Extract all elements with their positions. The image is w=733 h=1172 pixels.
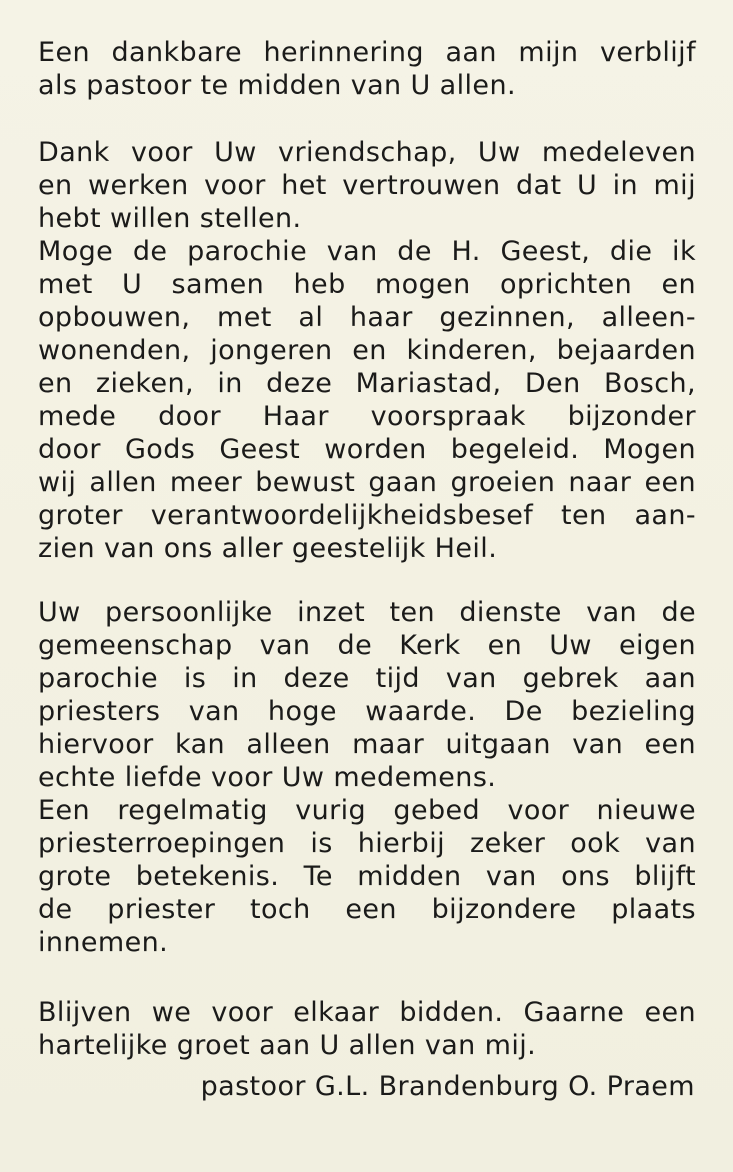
signature: pastoor G.L. Brandenburg O. Praem [200,1071,695,1102]
text-line: hebt willen stellen. [38,203,302,234]
text-line: zien van ons aller geestelijk Heil. [38,533,498,564]
text-line: hiervoor kan alleen maar uitgaan van een [38,729,696,760]
text-line: Dank voor Uw vriendschap, Uw medeleven [38,137,696,168]
text-line: grote betekenis. Te midden van ons blijft [38,861,696,892]
paragraph-2 [38,136,696,565]
text-line: wonenden, jongeren en kinderen, bejaarden [38,335,696,366]
text-line: door Gods Geest worden begeleid. Mogen [38,434,696,465]
text-line: Een regelmatig vurig gebed voor nieuwe [38,795,696,826]
text-line: wij allen meer bewust gaan groeien naar een [38,467,696,498]
text-line: groter verantwoordelijkheidsbesef ten aan- [38,500,696,531]
text-line: en zieken, in deze Mariastad, Den Bosch, [38,368,696,399]
paragraph-3 [38,596,696,959]
text-line: Uw persoonlijke inzet ten dienste van de [38,597,696,628]
text-line: Moge de parochie van de H. Geest, die ik [38,236,696,267]
text-line: de priester toch een bijzondere plaats [38,894,696,925]
text-line: Een dankbare herinnering aan mijn verblijf [38,37,696,68]
text-line: parochie is in deze tijd van gebrek aan [38,663,696,694]
text-line: gemeenschap van de Kerk en Uw eigen [38,630,696,661]
paragraph-4 [38,996,696,1062]
text-line: innemen. [38,927,169,958]
text-line: priesters van hoge waarde. De bezieling [38,696,696,727]
paragraph-1 [38,36,696,102]
text-line: Blijven we voor elkaar bidden. Gaarne een [38,997,696,1028]
text-line: opbouwen, met al haar gezinnen, alleen- [38,302,696,333]
text-line: echte liefde voor Uw medemens. [38,762,497,793]
text-line: met U samen heb mogen oprichten en [38,269,696,300]
text-line: en werken voor het vertrouwen dat U in mij [38,170,696,201]
text-line: priesterroepingen is hierbij zeker ook van [38,828,696,859]
text-line: als pastoor te midden van U allen. [38,70,516,101]
text-line: mede door Haar voorspraak bijzonder [38,401,696,432]
text-line: hartelijke groet aan U allen van mij. [38,1030,537,1061]
